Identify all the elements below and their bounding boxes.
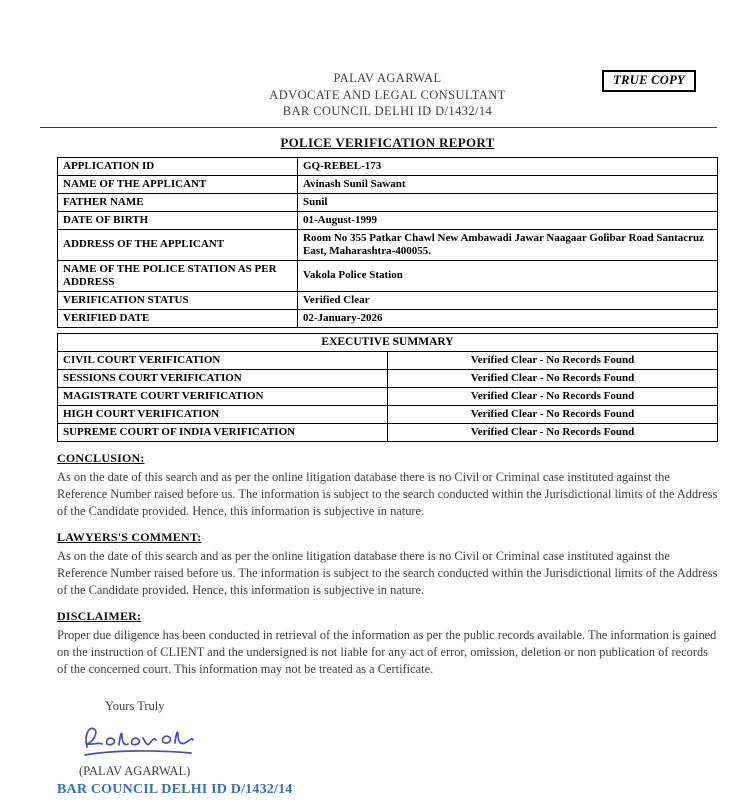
table-row xyxy=(58,193,718,211)
header-divider xyxy=(40,127,717,128)
signature-image xyxy=(75,718,203,764)
field-value: Sunil xyxy=(298,193,718,211)
field-label: VERIFIED DATE xyxy=(58,309,298,327)
executive-summary-table xyxy=(57,333,718,442)
table-row xyxy=(58,157,718,175)
footer-bar-council-id: BAR COUNCIL DELHI ID D/1432/14 xyxy=(57,781,293,797)
verification-result: Verified Clear - No Records Found xyxy=(388,387,718,405)
field-value: Verified Clear xyxy=(298,291,718,309)
conclusion-section xyxy=(57,451,718,521)
verification-result: Verified Clear - No Records Found xyxy=(388,369,718,387)
field-label: NAME OF THE POLICE STATION AS PER ADDRESS xyxy=(58,260,298,291)
table-row xyxy=(58,405,718,423)
field-label: NAME OF THE APPLICANT xyxy=(58,175,298,193)
lawyers-comment-heading: LAWYERS'S COMMENT: xyxy=(57,529,202,544)
lawyers-comment-text: As on the date of this search and as per the online litigation database there is no Civil or Criminal case instituted against the Reference Number raised before us. The information is subject to the search conducted within the Jurisdictional limits of the Address of the Candidate provided. Hence, this information is subjective in nature. xyxy=(57,548,718,598)
letterhead-bar-council-id: BAR COUNCIL DELHI ID D/1432/14 xyxy=(282,104,493,118)
field-value: Avinash Sunil Sawant xyxy=(298,175,718,193)
field-label: FATHER NAME xyxy=(58,193,298,211)
field-label: DATE OF BIRTH xyxy=(58,211,298,229)
verification-label: SESSIONS COURT VERIFICATION xyxy=(58,369,388,387)
true-copy-stamp xyxy=(602,70,696,92)
table-row xyxy=(58,333,718,351)
lawyers-comment-section xyxy=(57,530,718,600)
table-row xyxy=(58,229,718,260)
field-value: Room No 355 Patkar Chawl New Ambawadi Jawar Naagaar Golibar Road Santacruz East, Maharashtra-400055. xyxy=(298,229,718,260)
field-value: 02-January-2026 xyxy=(298,309,718,327)
table-row xyxy=(58,423,718,441)
table-row xyxy=(58,211,718,229)
table-row xyxy=(58,291,718,309)
field-label: VERIFICATION STATUS xyxy=(58,291,298,309)
table-row xyxy=(58,309,718,327)
table-row xyxy=(58,260,718,291)
verification-label: HIGH COURT VERIFICATION xyxy=(58,405,388,423)
field-value: Vakola Police Station xyxy=(298,260,718,291)
field-label: APPLICATION ID xyxy=(58,157,298,175)
field-value: GQ-REBEL-173 xyxy=(298,157,718,175)
disclaimer-section xyxy=(57,609,718,679)
true-copy-label: TRUE COPY xyxy=(613,73,685,87)
table-row xyxy=(58,175,718,193)
table-row xyxy=(58,369,718,387)
verification-label: MAGISTRATE COURT VERIFICATION xyxy=(58,387,388,405)
table-row xyxy=(58,351,718,369)
applicant-details-table xyxy=(57,157,718,328)
disclaimer-text: Proper due diligence has been conducted in retrieval of the information as per the public records available. The information is gained on the instruction of CLIENT and the undersigned is not liable for any act of error, omission, deletion or non publication of records of the concerned court. This information may not be treated as a Certificate. xyxy=(57,627,717,677)
disclaimer-heading: DISCLAIMER: xyxy=(57,608,142,623)
conclusion-heading: CONCLUSION: xyxy=(57,450,145,465)
verification-label: CIVIL COURT VERIFICATION xyxy=(58,351,388,369)
verification-result: Verified Clear - No Records Found xyxy=(388,351,718,369)
report-title: POLICE VERIFICATION REPORT xyxy=(280,134,495,150)
verification-result: Verified Clear - No Records Found xyxy=(388,423,718,441)
verification-result: Verified Clear - No Records Found xyxy=(388,405,718,423)
advocate-name: PALAV AGARWAL xyxy=(333,71,442,85)
field-value: 01-August-1999 xyxy=(298,211,718,229)
signatory-name: (PALAV AGARWAL) xyxy=(79,763,191,778)
field-label: ADDRESS OF THE APPLICANT xyxy=(58,229,298,260)
closing-text: Yours Truly xyxy=(105,698,165,713)
table-row xyxy=(58,387,718,405)
conclusion-text: As on the date of this search and as per the online litigation database there is no Civil or Criminal case instituted against the Reference Number raised before us. The information is subject to the search conducted within the Jurisdictional limits of the Address of the Candidate provided. Hence, this information is subjective in nature. xyxy=(57,469,718,519)
advocate-title: ADVOCATE AND LEGAL CONSULTANT xyxy=(269,87,506,102)
verification-label: SUPREME COURT OF INDIA VERIFICATION xyxy=(58,423,388,441)
executive-summary-title: EXECUTIVE SUMMARY xyxy=(58,333,718,351)
